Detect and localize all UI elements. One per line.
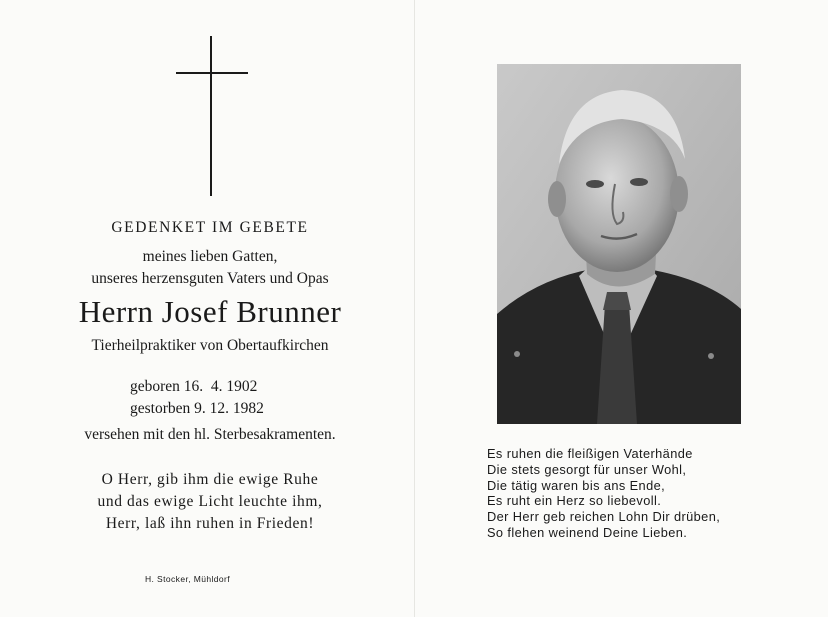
poem-line-6: So flehen weinend Deine Lieben. xyxy=(487,524,688,540)
poem-line-1: Es ruhen die fleißigen Vaterhände xyxy=(487,446,693,461)
sacraments-line: versehen mit den hl. Sterbesakramenten. xyxy=(84,426,336,443)
poem-line-5: Der Herr geb reichen Lohn Dir drüben, xyxy=(487,509,721,525)
prayer-line-3: Herr, laß ihn ruhen in Frieden! xyxy=(105,515,315,532)
printer-credit: H. Stocker, Mühldorf xyxy=(145,574,231,584)
cross-icon-vertical xyxy=(210,36,212,196)
poem-line-2: Die stets gesorgt für unser Wohl, xyxy=(487,461,687,477)
intro-line-2: unseres herzensguten Vaters und Opas xyxy=(91,270,329,287)
intro-line-1: meines lieben Gatten, xyxy=(142,248,278,265)
prayer-line-1: O Herr, gib ihm die ewige Ruhe xyxy=(101,471,319,488)
portrait-icon xyxy=(497,64,741,424)
prayer-line-2: und das ewige Licht leuchte ihm, xyxy=(97,493,323,510)
memorial-poem xyxy=(487,446,720,541)
poem-line-3: Die tätig waren bis ans Ende, xyxy=(487,477,666,493)
portrait-photo xyxy=(497,64,741,424)
profession: Tierheilpraktiker von Obertaufkirchen xyxy=(91,337,329,354)
deceased-name: Herrn Josef Brunner xyxy=(78,294,342,329)
cross-icon-horizontal xyxy=(176,72,248,74)
birth-date: geboren 16. 4. 1902 xyxy=(130,378,258,395)
poem-line-4: Es ruht ein Herz so liebevoll. xyxy=(487,493,662,509)
death-date: gestorben 9. 12. 1982 xyxy=(130,400,264,417)
heading: GEDENKET IM GEBETE xyxy=(111,219,309,236)
